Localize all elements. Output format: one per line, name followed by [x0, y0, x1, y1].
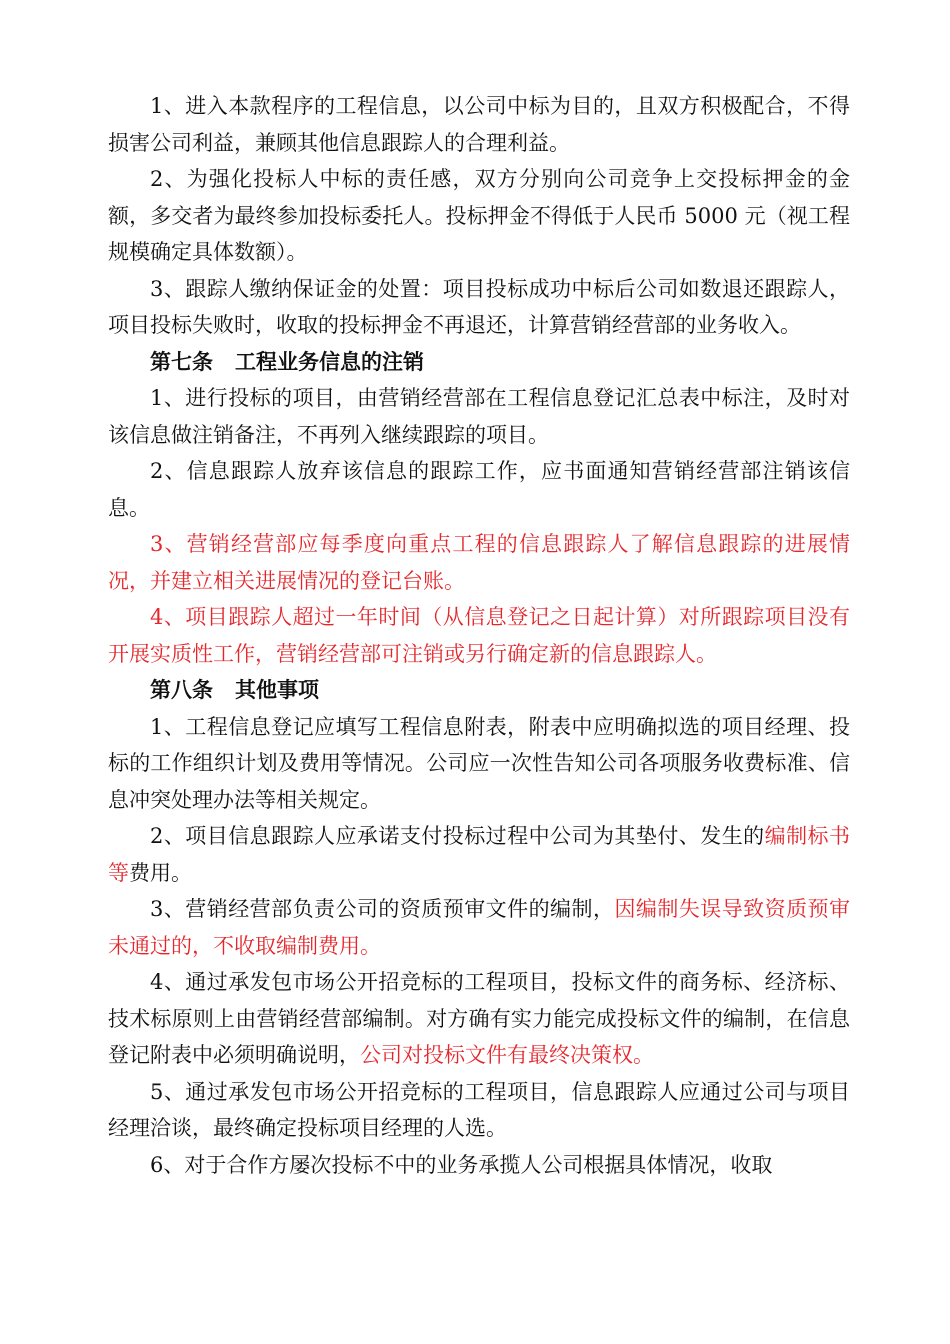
article-7-item-2: 2、信息跟踪人放弃该信息的跟踪工作，应书面通知营销经营部注销该信息。 — [108, 459, 850, 520]
article-7-item-3: 3、营销经营部应每季度向重点工程的信息跟踪人了解信息跟踪的进展情况，并建立相关进展情况的登记台账。 — [108, 532, 850, 593]
article-8-item-3 — [108, 891, 850, 964]
article-8-item-3-text: 3、营销经营部负责公司的资质预审文件的编制， — [150, 897, 615, 921]
article-7-number: 第七条 — [150, 348, 213, 374]
article-8-item-2-end: 费用。 — [129, 860, 192, 885]
article-7-item-1: 1、进行投标的项目，由营销经营部在工程信息登记汇总表中标注，及时对该信息做注销备注，不再列入继续跟踪的项目。 — [108, 386, 850, 447]
document-page — [108, 88, 850, 1183]
article-8-item-4-text: 4、通过承发包市场公开招竞标的工程项目，投标文件的商务标、经济标、技术标原则上由营销经营部编制。对方确有实力能完成投标文件的编制，在信息登记附表中必须明确说明， — [108, 970, 850, 1067]
article-8-item-2 — [108, 818, 850, 891]
article-8-item-2-highlight: 编制标书等 — [108, 824, 851, 885]
paragraph-1: 1、进入本款程序的工程信息，以公司中标为目的，且双方积极配合，不得损害公司利益，兼顾其他信息跟踪人的合理利益。 — [108, 94, 850, 155]
article-8-item-3-highlight: 因编制失误导致资质预审未通过的，不收取编制费用。 — [108, 897, 851, 958]
article-8-item-4 — [108, 964, 850, 1074]
article-8-heading — [108, 672, 850, 709]
article-8-item-5: 5、通过承发包市场公开招竞标的工程项目，信息跟踪人应通过公司与项目经理洽谈，最终确定投标项目经理的人选。 — [108, 1079, 850, 1140]
article-7-item-4: 4、项目跟踪人超过一年时间（从信息登记之日起计算）对所跟踪项目没有开展实质性工作，营销经营部可注销或另行确定新的信息跟踪人。 — [108, 605, 850, 666]
article-8-item-6: 6、对于合作方屡次投标不中的业务承揽人公司根据具体情况，收取 — [150, 1152, 773, 1177]
article-8-title: 其他事项 — [235, 677, 319, 702]
paragraph-3: 3、跟踪人缴纳保证金的处置：项目投标成功中标后公司如数退还跟踪人，项目投标失败时，收取的投标押金不再退还，计算营销经营部的业务收入。 — [108, 276, 850, 337]
article-8-item-1: 1、工程信息登记应填写工程信息附表，附表中应明确拟选的项目经理、投标的工作组织计划及费用等情况。公司应一次性告知公司各项服务收费标准、信息冲突处理办法等相关规定。 — [108, 714, 850, 812]
article-7-title: 工程业务信息的注销 — [235, 348, 424, 374]
article-8-item-2-text: 2、项目信息跟踪人应承诺支付投标过程中公司为其垫付、发生的 — [150, 824, 765, 848]
article-8-number: 第八条 — [150, 677, 213, 702]
article-8-item-4-highlight: 公司对投标文件有最终决策权。 — [360, 1043, 654, 1067]
paragraph-2: 2、为强化投标人中标的责任感，双方分别向公司竞争上交投标押金的金额，多交者为最终参加投标委托人。投标押金不得低于人民币 5000 元（视工程规模确定具体数额）。 — [108, 167, 850, 264]
article-7-heading — [108, 344, 850, 381]
